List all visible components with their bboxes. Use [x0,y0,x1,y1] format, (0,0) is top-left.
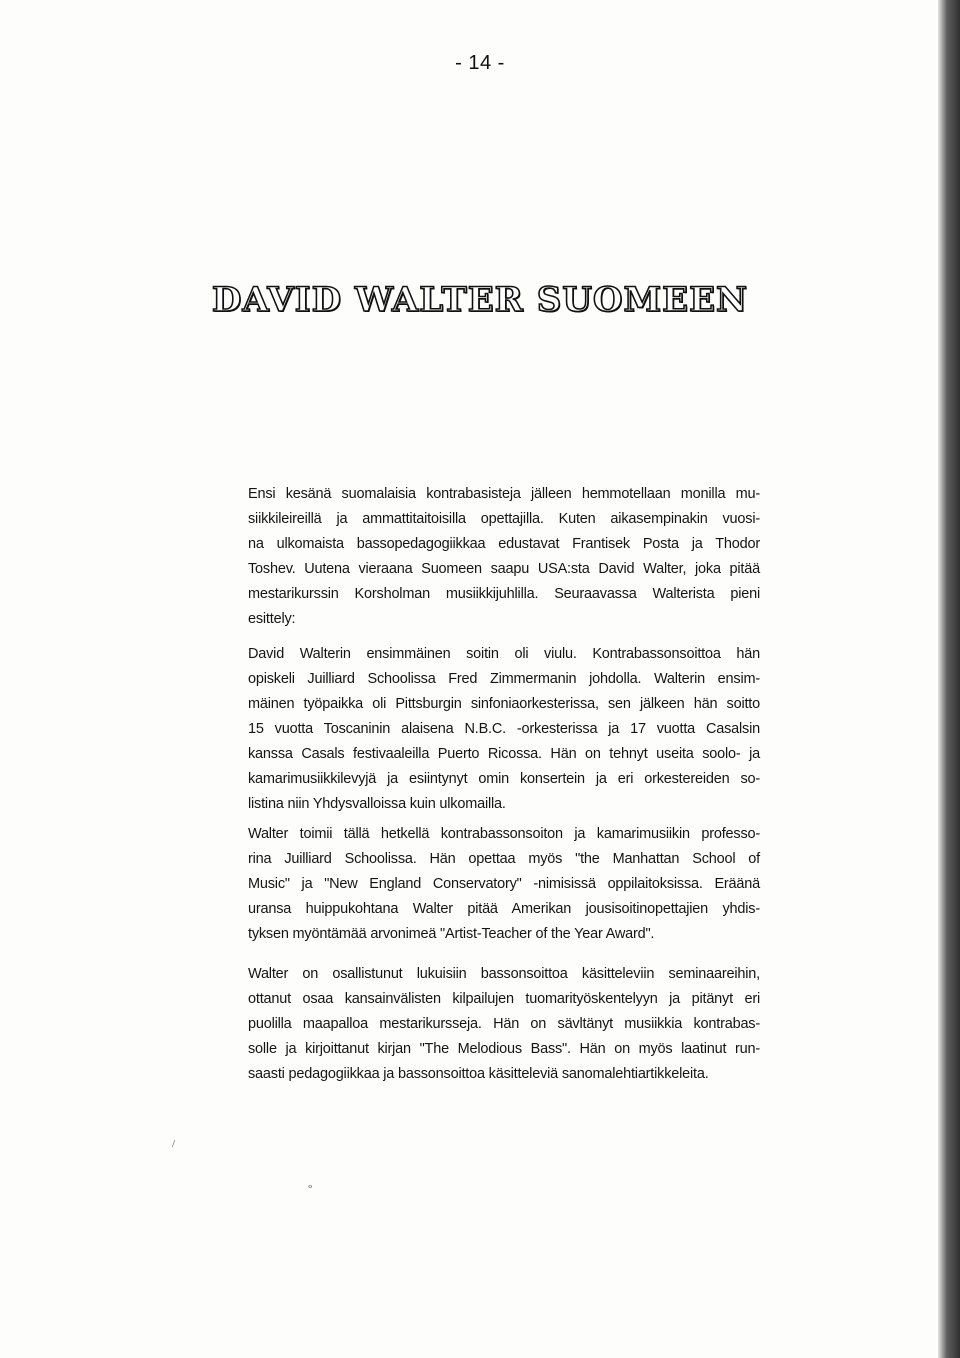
text-line: Walter on osallistunut lukuisiin bassonsoittoa käsitteleviin seminaareihin, [248,966,760,982]
text-line: puolilla maapalloa mestarikursseja. Hän on sävltänyt musiikkia kontrabas- [248,1016,760,1032]
text-line: Music" ja "New England Conservatory" -nimisissä oppilaitoksissa. Eräänä [248,876,760,892]
text-line: 15 vuotta Toscaninin alaisena N.B.C. -orkesterissa ja 17 vuotta Casalsin [248,721,760,737]
text-line: siikkileireillä ja ammattitaitoisilla opettajilla. Kuten aikasempinakin vuosi- [248,511,760,527]
text-line: Walter toimii tällä hetkellä kontrabassonsoiton ja kamarimusiikin professo- [248,826,760,842]
stray-mark: ° [308,1183,313,1195]
text-line: kanssa Casals festivaaleilla Puerto Ricossa. Hän on tehnyt useita soolo- ja [248,746,760,762]
text-line: Ensi kesänä suomalaisia kontrabasisteja jälleen hemmotellaan monilla mu- [248,486,760,502]
text-line: David Walterin ensimmäinen soitin oli viulu. Kontrabassonsoittoa hän [248,646,760,662]
scan-binding-edge [938,0,960,1358]
text-line: na ulkomaista bassopedagogiikkaa edustavat Frantisek Posta ja Thodor [248,536,760,552]
text-line: listina niin Yhdysvalloissa kuin ulkomailla. [248,796,506,812]
text-line: ottanut osaa kansainvälisten kilpailujen tuomarityöskentelyyn ja pitänyt eri [248,991,760,1007]
article-title: DAVID WALTER SUOMEEN [211,280,749,320]
text-line: Toshev. Uutena vieraana Suomeen saapu USA:sta David Walter, joka pitää [248,561,760,577]
page-number: - 14 - [455,52,505,74]
text-line: uransa huippukohtana Walter pitää Amerikan jousisoitinopettajien yhdis- [248,901,760,917]
stray-mark: / [172,1138,176,1150]
paragraph-activities [248,962,760,1087]
paragraph-career [248,642,760,817]
text-line: opiskeli Juilliard Schoolissa Fred Zimmermanin johdolla. Walterin ensim- [248,671,760,687]
text-line: kamarimusiikkilevyjä ja esiintynyt omin konsertein ja eri orkestereiden so- [248,771,760,787]
text-line: rina Juilliard Schoolissa. Hän opettaa myös "the Manhattan School of [248,851,760,867]
text-line: mäinen työpaikka oli Pittsburgin sinfoniaorkesterissa, sen jälkeen hän soitto [248,696,760,712]
text-line: solle ja kirjoittanut kirjan "The Melodious Bass". Hän on myös laatinut run- [248,1041,760,1057]
paragraph-teaching [248,822,760,947]
text-line: esittely: [248,611,296,627]
paragraph-intro [248,482,760,632]
text-line: tyksen myöntämää arvonimeä "Artist-Teacher of the Year Award". [248,926,655,942]
text-line: mestarikurssin Korsholman musiikkijuhlilla. Seuraavassa Walterista pieni [248,586,760,602]
text-line: saasti pedagogiikkaa ja bassonsoittoa käsitteleviä sanomalehtiartikkeleita. [248,1066,709,1082]
